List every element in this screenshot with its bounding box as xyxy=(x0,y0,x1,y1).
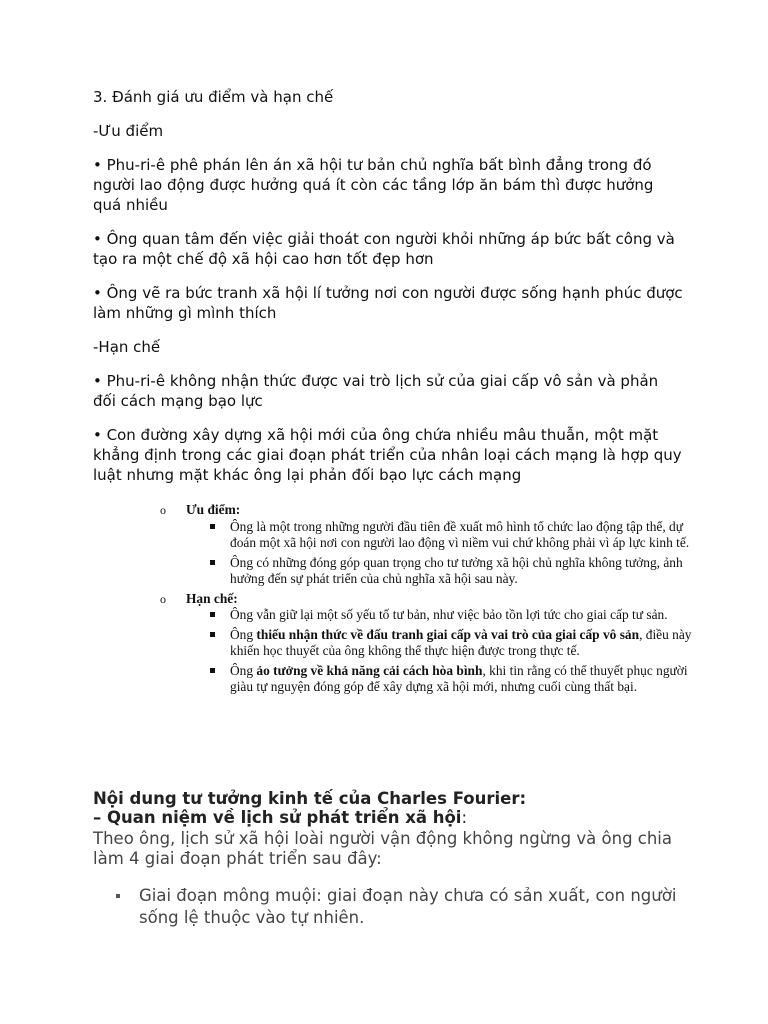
intro-paragraph: Theo ông, lịch sử xã hội loài người vận động không ngừng và ông chia làm 4 giai đoạn phát triển sau đây: xyxy=(93,829,673,868)
han-che-label: -Hạn chế xyxy=(93,338,161,356)
square-bullet-icon xyxy=(210,560,215,565)
section-heading: Nội dung tư tưởng kinh tế của Charles Fourier: xyxy=(93,789,527,808)
list-heading-uu-diem: Ưu điểm: xyxy=(186,502,241,517)
list-item-text-post: , khi tin rằng có thể thuyết phục người giàu tự nguyện đóng góp để xây dựng xã hội mới, nhưng cuối cùng thất bại. xyxy=(230,662,688,694)
list-item-text-bold: ảo tưởng về khả năng cải cách hòa bình xyxy=(256,662,483,678)
uu-diem-item: • Ông vẽ ra bức tranh xã hội lí tưởng nơi con người được sống hạnh phúc được làm những gì mình thích xyxy=(93,284,683,322)
circle-bullet-icon: o xyxy=(160,503,166,517)
stage-item xyxy=(116,885,709,929)
list-item-text-post: , điều này khiến học thuyết của ông không thể thực hiện được trong thực tế. xyxy=(230,626,692,658)
han-che-item: • Phu-ri-ê không nhận thức được vai trò lịch sử của giai cấp vô sản và phản đối cách mạng bạo lực xyxy=(93,372,659,410)
list-item-text: Ông là một trong những người đầu tiên đề xuất mô hình tổ chức lao động tập thể, dự đoán một xã hội nơi con người lao động vì niềm vui chứ không phải vì áp lực kinh tế. xyxy=(230,518,690,550)
list-heading-han-che: Hạn chế: xyxy=(186,590,238,606)
uu-diem-item: • Ông quan tâm đến việc giải thoát con người khỏi những áp bức bất công và tạo ra một chế độ xã hội cao hơn tốt đẹp hơn xyxy=(93,230,675,268)
list-group-uu-diem xyxy=(160,502,700,588)
section-title: 3. Đánh giá ưu điểm và hạn chế xyxy=(93,88,334,106)
list-item-text-pre: Ông xyxy=(230,626,257,642)
list-item-text: Ông vẫn giữ lại một số yếu tố tư bản, như việc bảo tồn lợi tức cho giai cấp tư sản. xyxy=(230,607,668,622)
list-item-text: Ông có những đóng góp quan trọng cho tư tưởng xã hội chủ nghĩa không tưởng, ảnh hưởng đến sự phát triển của chủ nghĩa xã hội sau này. xyxy=(230,554,683,586)
list-item xyxy=(186,663,700,696)
square-bullet-icon xyxy=(210,632,215,637)
square-bullet-icon xyxy=(116,894,120,898)
sub-heading xyxy=(93,808,713,827)
uu-diem-label: -Ưu điểm xyxy=(93,122,164,140)
evaluation-list xyxy=(160,502,700,699)
han-che-item: • Con đường xây dựng xã hội mới của ông chứa nhiều mâu thuẫn, một mặt khẳng định trong các giai đoạn phát triển của nhân loại cách mạng là hợp quy luật nhưng mặt khác ông lại phản đối bạo lực cách mạng xyxy=(93,426,682,484)
square-bullet-icon xyxy=(210,612,215,617)
circle-bullet-icon: o xyxy=(160,591,166,606)
list-item xyxy=(186,555,700,588)
sub-heading-colon: : xyxy=(461,808,468,827)
stage-item-text: Giai đoạn mông muội: giai đoạn này chưa có sản xuất, con người sống lệ thuộc vào tự nhiên. xyxy=(139,886,677,927)
list-item-text-bold: thiếu nhận thức về đấu tranh giai cấp và vai trò của giai cấp vô sản xyxy=(256,626,640,642)
list-item xyxy=(186,607,700,624)
list-item xyxy=(186,627,700,660)
square-bullet-icon xyxy=(210,668,215,673)
square-bullet-icon xyxy=(210,524,215,529)
sub-heading-text: – Quan niệm về lịch sử phát triển xã hội xyxy=(93,808,462,827)
uu-diem-item: • Phu-ri-ê phê phán lên án xã hội tư bản chủ nghĩa bất bình đẳng trong đó người lao động được hưởng quá ít còn các tầng lớp ăn bám thì được hưởng quá nhiều xyxy=(93,156,654,214)
list-item xyxy=(186,519,700,552)
list-item-text-pre: Ông xyxy=(230,662,257,678)
list-group-han-che xyxy=(160,591,700,696)
